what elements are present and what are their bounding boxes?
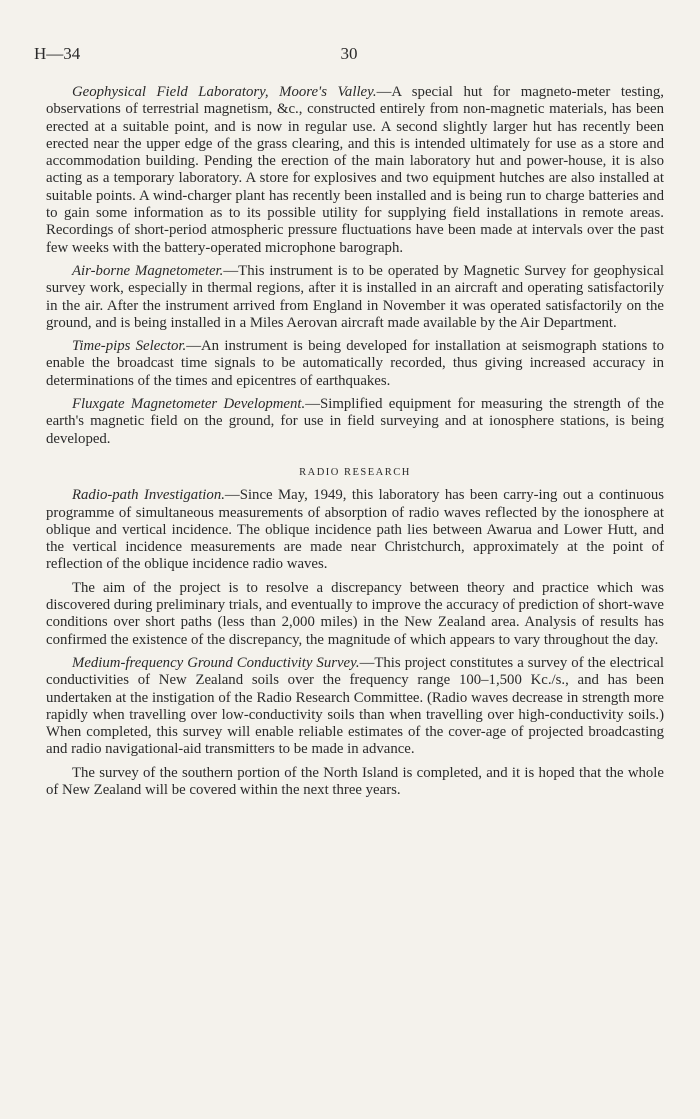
paragraph-survey-progress bbox=[46, 765, 664, 800]
paragraph-fluxgate-magnetometer bbox=[46, 396, 664, 448]
paragraph-text: —This instrument is to be operated by Magnetic Survey for geophysical survey work, especially in thermal regions, after it is installed in an aircraft and operating satisfactorily in the air. After the instrument arrived from England in November it was operated satisfactorily on the ground, and is being installed in a Miles Aerovan aircraft made available by the Air Department. bbox=[46, 262, 664, 331]
paragraph-project-aim bbox=[46, 580, 664, 649]
paragraph-lead: Radio-path Investigation. bbox=[72, 487, 225, 504]
paragraph-text: —An instrument is being developed for installation at seismograph stations to enable the broadcast time signals to be automatically recorded, thus giving increased accuracy in determinations of the times and epicentres of earthquakes. bbox=[46, 338, 665, 389]
page-header bbox=[34, 44, 664, 68]
paragraph-lead: Medium-frequency Ground Conductivity Survey. bbox=[72, 654, 360, 671]
paragraph-ground-conductivity-survey bbox=[46, 655, 664, 759]
document-reference: H—34 bbox=[34, 44, 81, 63]
paragraph-lead: Fluxgate Magnetometer Development. bbox=[72, 396, 306, 413]
paragraph-radio-path-investigation bbox=[46, 487, 664, 573]
page-number: 30 bbox=[340, 44, 358, 63]
paragraph-lead: Geophysical Field Laboratory, Moore's Valley. bbox=[72, 84, 377, 100]
paragraph-text: —Simplified equipment for measuring the strength of the earth's magnetic field on the ground, for use in field surveying and at ionosphere stations, is being developed. bbox=[46, 396, 664, 447]
paragraph-text: The aim of the project is to resolve a discrepancy between theory and practice which was discovered during preliminary trials, and eventually to improve the accuracy of prediction of short-wave conditions over short paths (less than 2,000 miles) in the New Zealand area. Analysis of results has confirmed the existence of the discrepancy, the magnitude of which appears to vary throughout the day. bbox=[46, 579, 664, 648]
paragraph-time-pips-selector bbox=[46, 338, 664, 390]
paragraph-air-borne-magnetometer bbox=[46, 263, 664, 332]
paragraph-text: —This project constitutes a survey of the electrical conductivities of New Zealand soils over the frequency range 100–1,500 Kc./s., and has been undertaken at the instigation of the Radio Research Committee. (Radio waves decrease in strength more rapidly when travelling over low-conductivity soils than when travelling over high-conductivity soils.) When completed, this survey will enable reliable estimates of the cover-age of projected broadcasting and radio navigational-aid transmitters to be made in advance. bbox=[46, 654, 664, 758]
section-heading-radio-research: RADIO RESEARCH bbox=[299, 466, 411, 478]
paragraph-text: —Since May, 1949, this laboratory has been carry-ing out a continuous programme of simultaneous measurements of absorption of radio waves reflected by the ionosphere at oblique and vertical incidence. The oblique incidence path lies between Awarua and Lower Hutt, and the vertical incidence measurements are made near Christchurch, approximately at the point of reflection of the oblique incidence radio waves. bbox=[46, 487, 664, 573]
paragraph-text: —A special hut for magneto-meter testing, observations of terrestrial magnetism, &c., constructed entirely from non-magnetic materials, has been erected at a suitable point, and is now in regular use. A second slightly larger hut has recently been erected near the upper edge of the grass clearing, and this is intended ultimately for use as a store and accommodation building. Pending the erection of the main laboratory hut and power-house, it is also acting as a temporary laboratory. A store for explosives and two equipment hutches are also installed at suitable points. A wind-charger plant has recently been installed and is being run to charge batteries and to gain some information as to its possible utility for supplying field installations in remote areas. Recordings of short-period atmospheric pressure fluctuations have been made at intervals over the past few weeks with the battery-operated microphone barograph. bbox=[46, 84, 664, 256]
paragraph-lead: Time-pips Selector. bbox=[72, 338, 187, 355]
paragraph-text: The survey of the southern portion of the North Island is completed, and it is hoped that the whole of New Zealand will be covered within the next three years. bbox=[46, 764, 664, 798]
paragraph-geophysical-field-laboratory bbox=[46, 84, 664, 257]
paragraph-lead: Air-borne Magnetometer. bbox=[72, 262, 224, 279]
body-text bbox=[46, 84, 664, 799]
